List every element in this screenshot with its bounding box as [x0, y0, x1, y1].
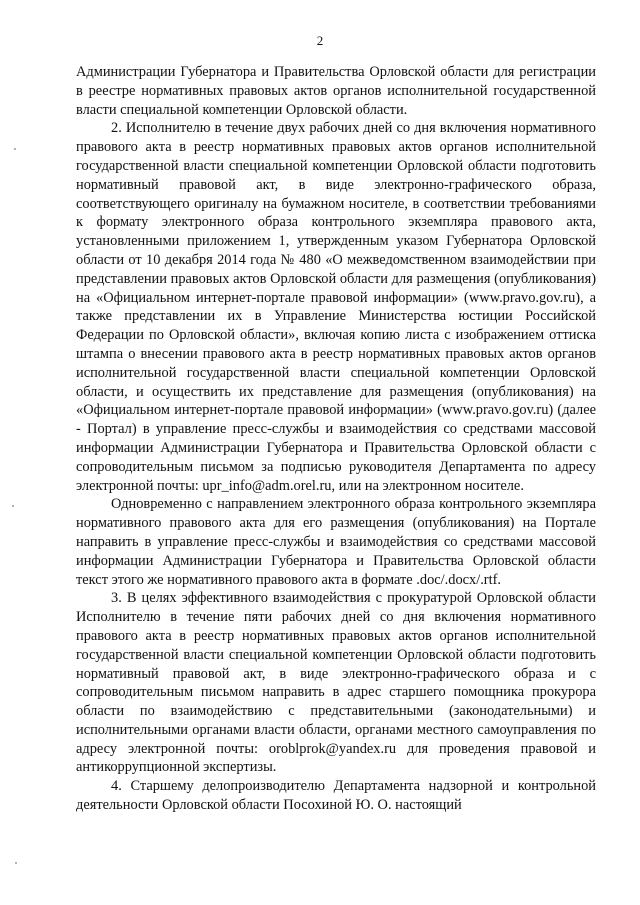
scan-speck	[12, 505, 14, 507]
paragraph-item-2: 2. Исполнителю в течение двух рабочих дней со дня включения нормативного правового акта в реестр нормативных правовых актов органов исполнительной государственной власти специальной компетенции Орловской области подготовить нормативный правовой акт, в виде электронно-графического образа, соответствующего оригиналу на бумажном носителе, в соответствии требованиями к формату электронного образа контрольного экземпляра правового акта, установленными приложением 1, утвержденным указом Губернатора Орловской области от 10 декабря 2014 года № 480 «О межведомственном взаимодействии при представлении правовых актов Орловской области для размещения (опубликования) на «Официальном интернет-портале правовой информации» (www.pravo.gov.ru), а также представлении их в Управление Министерства юстиции Российской Федерации по Орловской области», включая копию листа с изображением оттиска штампа о внесении правового акта в реестр нормативных правовых актов органов исполнительной государственной власти специальной компетенции Орловской области, и осуществить их представление для размещения (опубликования) на «Официальном интернет-портале правовой информации» (www.pravo.gov.ru) (далее - Портал) в управление пресс-службы и взаимодействия со средствами массовой информации Администрации Губернатора и Правительства Орловской области с сопроводительным письмом за подписью руководителя Департамента по адресу электронной почты: upr_info@adm.orel.ru, или на электронном носителе.	[76, 120, 596, 494]
paragraph-item-3: 3. В целях эффективного взаимодействия с прокуратурой Орловской области Исполнителю в течение пяти рабочих дней со дня включения нормативного правового акта в реестр нормативных правовых актов органов исполнительной государственной власти специальной компетенции Орловской области подготовить нормативный правовой акт, в виде электронно-графического образа и с сопроводительным письмом направить в адрес старшего помощника прокурора области по взаимодействию с представительными (законодательными) и исполнительными органами власти области, органами местного самоуправления по адресу электронной почты: oroblprok@yandex.ru для проведения правовой и антикоррупционной экспертизы.	[76, 590, 596, 776]
scan-speck	[14, 148, 16, 150]
paragraph-item-2-simultaneous: Одновременно с направлением электронного образа контрольного экземпляра нормативного правового акта для его размещения (опубликования) на Портале направить в управление пресс-службы и взаимодействия со средствами массовой информации Администрации Губернатора и Правительства Орловской области текст этого же нормативного правового акта в формате .doc/.docx/.rtf.	[76, 496, 596, 588]
page-number: 2	[316, 33, 324, 48]
scan-speck	[15, 862, 17, 864]
paragraph-continuation: Администрации Губернатора и Правительства Орловской области для регистрации в реестре нормативных правовых актов органов исполнительной государственной власти специальной компетенции Орловской области.	[76, 64, 596, 118]
document-body	[76, 63, 596, 815]
paragraph-item-4: 4. Старшему делопроизводителю Департамента надзорной и контрольной деятельности Орловской области Посохиной Ю. О. настоящий	[76, 778, 596, 814]
